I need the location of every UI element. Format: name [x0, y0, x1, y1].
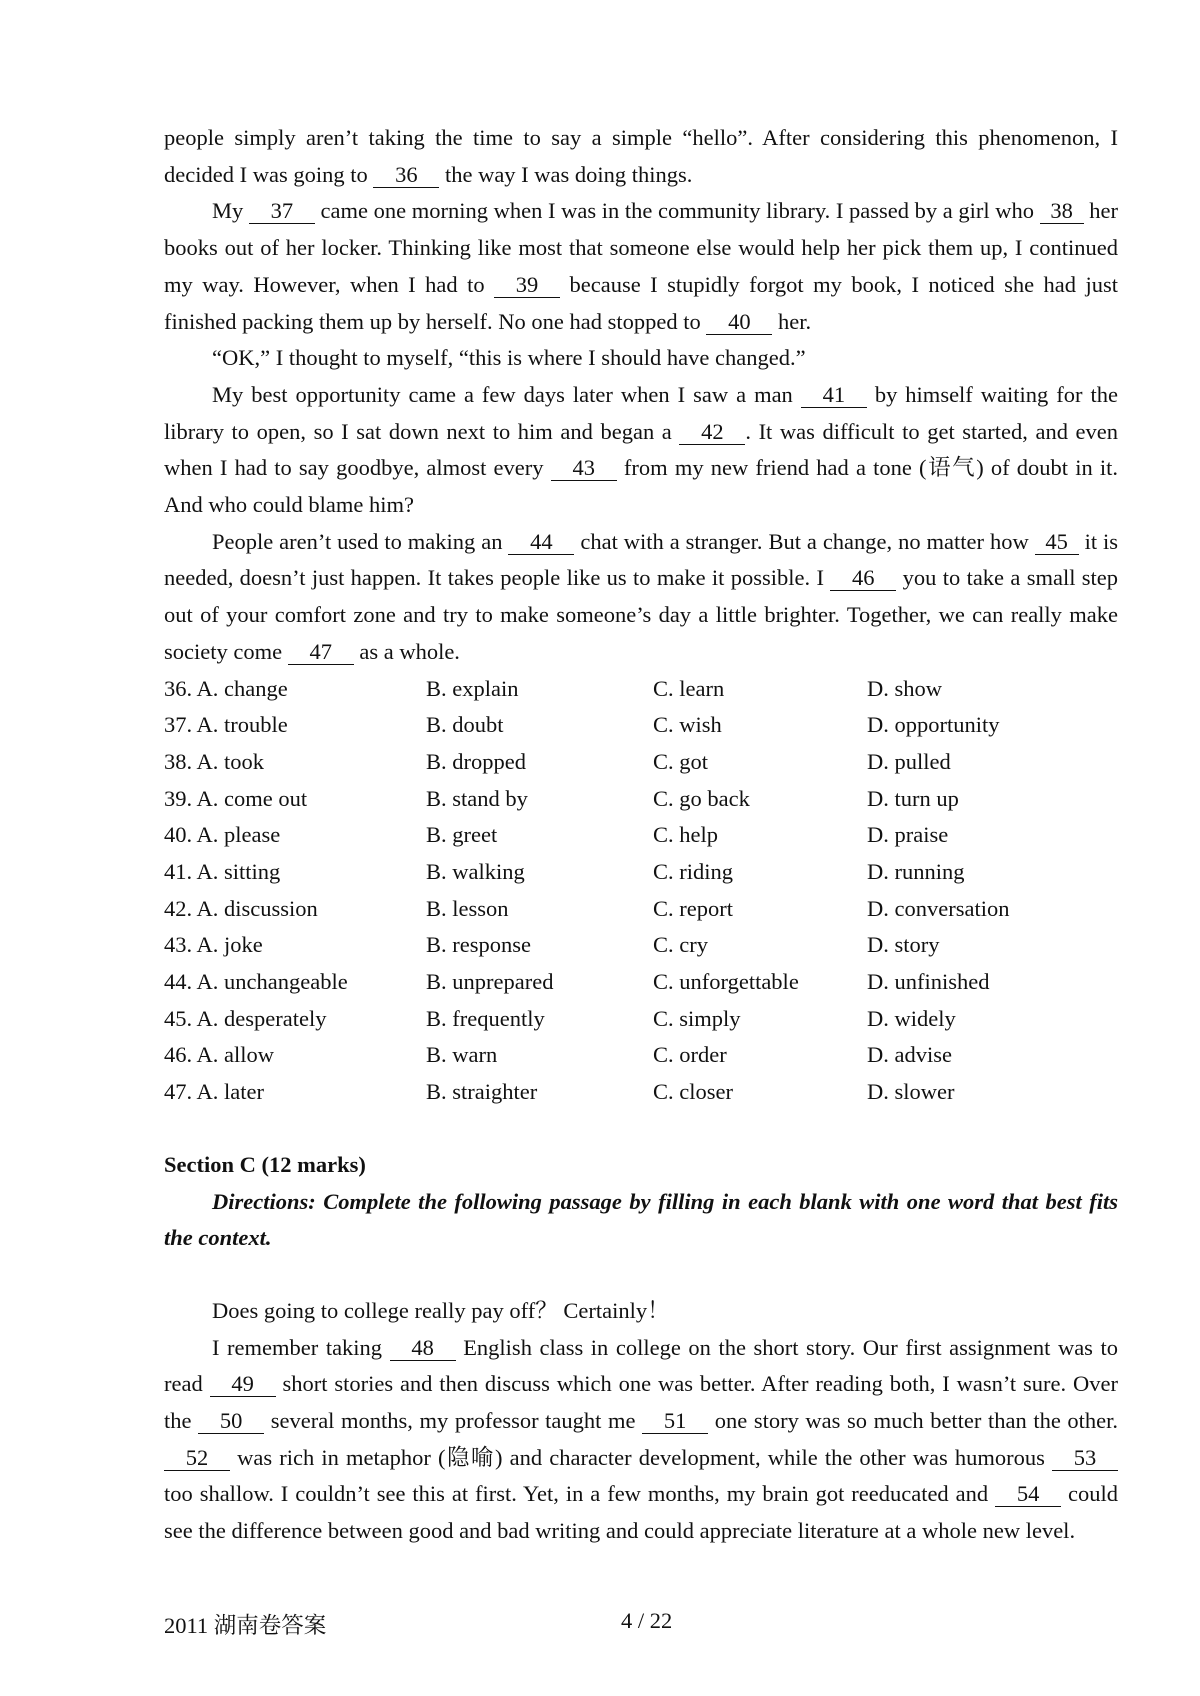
- text: because I stupidly forgot my book, I noticed she had just finished packing them up by herself. No one had stopped to: [164, 271, 1119, 334]
- option-row-46: [164, 1037, 1118, 1074]
- blank-48[interactable]: 48: [390, 1336, 456, 1361]
- option-b: B. warn: [426, 1042, 498, 1068]
- option-row-44: [164, 964, 1118, 1001]
- option-d: D. slower: [867, 1079, 955, 1105]
- blank-52[interactable]: 52: [164, 1446, 230, 1471]
- option-a: 47. A. later: [164, 1079, 264, 1105]
- option-d: D. unfinished: [867, 969, 990, 995]
- paragraph-2: [164, 193, 1118, 340]
- text: English class in college on the short story. Our first assignment was to read: [164, 1334, 1118, 1397]
- text: My: [212, 198, 244, 224]
- option-a: 45. A. desperately: [164, 1005, 327, 1031]
- option-c: C. wish: [653, 712, 722, 738]
- option-c: C. got: [653, 748, 709, 774]
- text: could see the difference between good and bad writing and could appreciate literature at a whole new level.: [164, 1481, 1119, 1544]
- option-row-43: [164, 927, 1118, 964]
- option-d: D. show: [867, 675, 943, 701]
- blank-43[interactable]: 43: [551, 456, 617, 481]
- option-d: D. opportunity: [867, 712, 1000, 738]
- option-row-36: [164, 671, 1118, 708]
- option-b: B. unprepared: [426, 969, 554, 995]
- option-c: C. go back: [653, 785, 750, 811]
- text: I remember taking: [212, 1334, 383, 1360]
- text: too shallow. I couldn’t see this at first. Yet, in a few months, my brain got reeducated and: [164, 1481, 989, 1507]
- blank-41[interactable]: 41: [801, 383, 867, 408]
- blank-46[interactable]: 46: [830, 566, 896, 591]
- blank-37[interactable]: 37: [249, 199, 315, 224]
- blank-47[interactable]: 47: [288, 640, 354, 665]
- option-row-38: [164, 744, 1118, 781]
- option-b: B. walking: [426, 858, 525, 884]
- option-a: 42. A. discussion: [164, 895, 318, 921]
- spacer: [164, 1257, 1118, 1293]
- option-d: D. advise: [867, 1042, 952, 1068]
- options-list: [164, 671, 1118, 1111]
- blank-38[interactable]: 38: [1040, 199, 1084, 224]
- blank-50[interactable]: 50: [198, 1409, 264, 1434]
- text: short stories and then discuss which one was better. After reading both, I wasn’t sure. Over the: [164, 1371, 1119, 1434]
- blank-45[interactable]: 45: [1035, 530, 1079, 555]
- option-d: D. turn up: [867, 785, 959, 811]
- option-b: B. response: [426, 932, 531, 958]
- footer-label: 2011 湖南卷答案: [164, 1613, 327, 1638]
- blank-54[interactable]: 54: [995, 1482, 1061, 1507]
- text: you to take a small step out of your comfort zone and try to make someone’s day a little brighter. Together, we can really make society come: [164, 565, 1119, 664]
- page-number: 4 / 22: [621, 1608, 673, 1633]
- blank-51[interactable]: 51: [642, 1409, 708, 1434]
- text: people simply aren’t taking the time to say a simple “hello”. After considering this phenomenon, I decided I was going to: [164, 125, 1118, 187]
- option-c: C. simply: [653, 1005, 741, 1031]
- option-row-39: [164, 781, 1118, 818]
- section-c-directions: Directions: Complete the following passage by filling in each blank with one word that best fits the context.: [164, 1188, 1118, 1251]
- option-b: B. greet: [426, 822, 498, 848]
- paragraph-1: [164, 120, 1118, 193]
- option-a: 37. A. trouble: [164, 712, 288, 738]
- option-d: D. widely: [867, 1005, 956, 1031]
- text: her.: [778, 308, 812, 334]
- option-d: D. story: [867, 932, 940, 958]
- page-content: [164, 120, 1118, 1550]
- option-row-45: [164, 1001, 1118, 1038]
- blank-40[interactable]: 40: [706, 310, 772, 335]
- option-d: D. conversation: [867, 895, 1010, 921]
- option-d: D. praise: [867, 822, 949, 848]
- option-a: 39. A. come out: [164, 785, 308, 811]
- option-c: C. help: [653, 822, 718, 848]
- option-a: 46. A. allow: [164, 1042, 274, 1068]
- text: the way I was doing things.: [444, 161, 693, 187]
- option-c: C. unforgettable: [653, 969, 799, 995]
- paragraph-5: [164, 524, 1118, 671]
- text: came one morning when I was in the community library. I passed by a girl who: [320, 198, 1035, 224]
- blank-44[interactable]: 44: [508, 530, 574, 555]
- option-a: 41. A. sitting: [164, 858, 281, 884]
- text: People aren’t used to making an: [212, 528, 503, 554]
- blank-39[interactable]: 39: [494, 273, 560, 298]
- option-c: C. order: [653, 1042, 727, 1068]
- option-a: 43. A. joke: [164, 932, 263, 958]
- section-c-paragraph-1: Does going to college really pay off？ Certainly！: [212, 1297, 670, 1323]
- option-a: 44. A. unchangeable: [164, 969, 348, 995]
- blank-49[interactable]: 49: [210, 1372, 276, 1397]
- text: it is needed, doesn’t just happen. It takes people like us to make it possible. I: [164, 528, 1119, 591]
- option-row-37: [164, 707, 1118, 744]
- blank-53[interactable]: 53: [1052, 1446, 1118, 1471]
- option-a: 38. A. took: [164, 748, 265, 774]
- text: her books out of her locker. Thinking like most that someone else would help her pick them up, I continued my way. However, when I had to: [164, 198, 1119, 297]
- text: several months, my professor taught me: [270, 1408, 636, 1434]
- option-c: C. learn: [653, 675, 725, 701]
- text: as a whole.: [359, 638, 460, 664]
- option-c: C. cry: [653, 932, 708, 958]
- option-b: B. doubt: [426, 712, 504, 738]
- option-row-41: [164, 854, 1118, 891]
- blank-36[interactable]: 36: [373, 163, 439, 188]
- blank-42[interactable]: 42: [679, 420, 745, 445]
- option-c: C. closer: [653, 1079, 733, 1105]
- text: from my new friend had a tone (语气) of doubt in it. And who could blame him?: [164, 455, 1119, 518]
- option-a: 36. A. change: [164, 675, 288, 701]
- paragraph-3: “OK,” I thought to myself, “this is where I should have changed.”: [212, 345, 806, 371]
- section-c-paragraph-2: [164, 1330, 1118, 1550]
- option-c: C. riding: [653, 858, 734, 884]
- option-row-40: [164, 817, 1118, 854]
- text: one story was so much better than the other.: [714, 1408, 1119, 1434]
- text: . It was difficult to get started, and even when I had to say goodbye, almost every: [164, 418, 1118, 481]
- section-c-title: Section C (12 marks): [164, 1151, 366, 1177]
- option-row-47: [164, 1074, 1118, 1111]
- option-a: 40. A. please: [164, 822, 281, 848]
- text: was rich in metaphor (隐喻) and character development, while the other was humorous: [237, 1444, 1045, 1470]
- option-b: B. lesson: [426, 895, 509, 921]
- option-d: D. pulled: [867, 748, 951, 774]
- option-b: B. stand by: [426, 785, 528, 811]
- option-b: B. dropped: [426, 748, 526, 774]
- text: by himself waiting for the library to open, so I sat down next to him and began a: [164, 381, 1119, 444]
- option-b: B. frequently: [426, 1005, 545, 1031]
- text: chat with a stranger. But a change, no matter how: [580, 528, 1029, 554]
- option-c: C. report: [653, 895, 733, 921]
- text: My best opportunity came a few days later when I saw a man: [212, 381, 793, 407]
- option-b: B. straighter: [426, 1079, 538, 1105]
- option-b: B. explain: [426, 675, 519, 701]
- paragraph-4: [164, 377, 1118, 524]
- option-row-42: [164, 891, 1118, 928]
- page-footer: [164, 1608, 1118, 1638]
- option-d: D. running: [867, 858, 965, 884]
